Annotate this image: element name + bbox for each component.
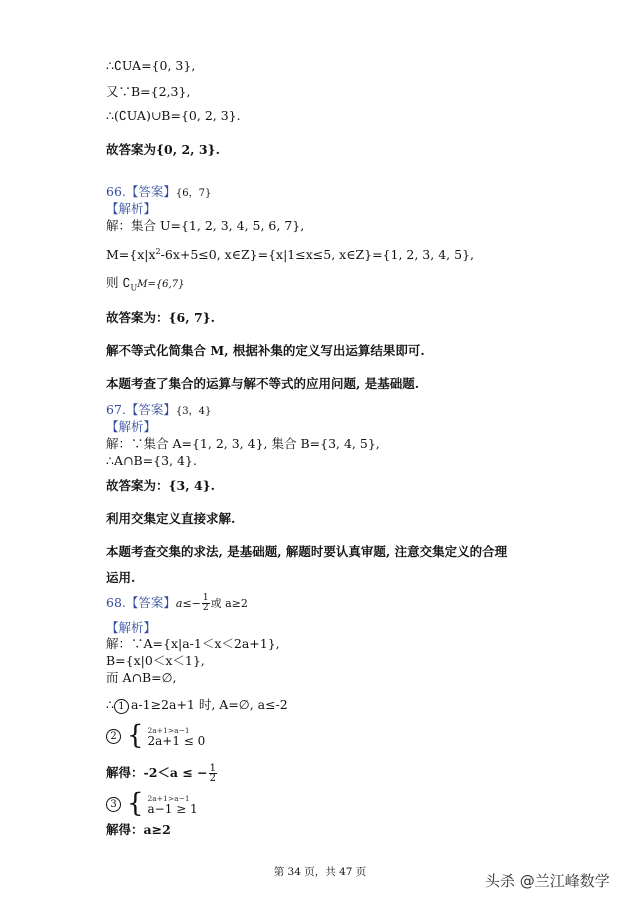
comment-line: 本题考查交集的求法, 是基础题, 解题时要认真审题, 注意交集定义的合理	[106, 544, 508, 559]
text-line: 又∵B={2,3},	[106, 84, 191, 99]
inequality-system	[148, 726, 206, 746]
q68-answer-b: 或 a≥2	[210, 597, 248, 610]
case-1-line	[106, 697, 288, 714]
page-footer: 第 34 页，共 47 页	[273, 866, 367, 878]
therefore-symbol: ∴	[106, 697, 114, 712]
answer-line: 故答案为：{6, 7}.	[106, 310, 216, 325]
text-line: ∴A∩B={3, 4}.	[106, 453, 197, 468]
q68-label: 68.【答案】	[106, 595, 176, 610]
text-line: 解：∵A={x|a-1＜x＜2a+1},	[106, 636, 280, 651]
fraction-denominator: 2	[202, 603, 209, 613]
complement-line	[106, 275, 184, 297]
q67-label: 67.【答案】	[106, 402, 176, 417]
fraction-denominator: 2	[209, 773, 217, 784]
text-line: ∴(∁UA)∪B={0, 2, 3}.	[106, 108, 241, 123]
case-number-3: 3	[106, 797, 121, 812]
fraction	[209, 764, 217, 783]
method-line: 解不等式化简集合 M, 根据补集的定义写出运算结果即可.	[106, 343, 425, 358]
complement-symbol: ∁	[122, 275, 131, 290]
answer-line: 故答案为：{3, 4}.	[106, 478, 216, 493]
watermark: 头杀 @兰江峰数学	[485, 872, 610, 890]
answer-line: 故答案为{0, 2, 3}.	[106, 142, 220, 157]
q66-analysis-label: 【解析】	[106, 201, 157, 216]
system-bottom: a−1 ≥ 1	[147, 801, 198, 816]
set-m-part2: -6x+5≤0, x∈Z}={x|1≤x≤5, x∈Z}={1, 2, 3, 4, 5},	[160, 247, 474, 263]
q66-answer	[106, 184, 211, 202]
complement-result: M={6,7}	[137, 279, 185, 290]
case-2-system	[106, 720, 206, 751]
fraction	[202, 594, 210, 613]
text-line: B={x|0＜x＜1},	[106, 653, 205, 668]
inequality-system	[148, 794, 198, 814]
set-m-part1: M={x|x	[106, 247, 156, 263]
comment-line: 本题考查了集合的运算与解不等式的应用问题, 是基础题.	[106, 376, 420, 391]
exponent: 2	[155, 247, 161, 256]
text-line: 解：集合 U={1, 2, 3, 4, 5, 6, 7},	[106, 218, 305, 233]
q68-answer-a: a≤−	[175, 597, 201, 610]
text-line: ∴∁UA={0, 3},	[106, 58, 196, 73]
case-number-2: 2	[106, 729, 121, 744]
text-line: 而 A∩B=∅,	[106, 670, 177, 685]
q66-label: 66.【答案】	[106, 184, 176, 199]
complement-prefix: 则	[106, 275, 119, 290]
case-1-text: a-1≥2a+1 时, A=∅, a≤-2	[130, 697, 288, 712]
brace-icon: {	[126, 720, 144, 751]
comment-line: 运用.	[106, 570, 136, 585]
system-bottom: 2a+1 ≤ 0	[147, 733, 206, 748]
q67-analysis-label: 【解析】	[106, 419, 157, 434]
q68-analysis-label: 【解析】	[106, 620, 157, 635]
solution-line: 解得：a≥2	[106, 822, 171, 837]
q68-answer	[106, 594, 248, 613]
solution-line	[106, 764, 218, 783]
solution-text: 解得：-2＜a ≤ −	[106, 765, 208, 780]
q67-answer-value: {3，4}	[175, 406, 212, 417]
q66-answer-value: {6，7}	[175, 188, 212, 199]
system-top: 2a+1>a−1	[147, 725, 190, 735]
complement-sub: U	[130, 283, 138, 293]
text-line	[106, 244, 474, 263]
q67-answer	[106, 402, 211, 420]
fraction-numerator: 1	[209, 763, 217, 774]
fraction-numerator: 1	[202, 593, 209, 603]
case-3-system	[106, 788, 198, 819]
system-top: 2a+1>a−1	[147, 793, 190, 803]
brace-icon: {	[126, 788, 144, 819]
text-line: 解：∵集合 A={1, 2, 3, 4}, 集合 B={3, 4, 5},	[106, 436, 380, 451]
method-line: 利用交集定义直接求解.	[106, 511, 236, 526]
case-number-1: 1	[114, 699, 129, 714]
